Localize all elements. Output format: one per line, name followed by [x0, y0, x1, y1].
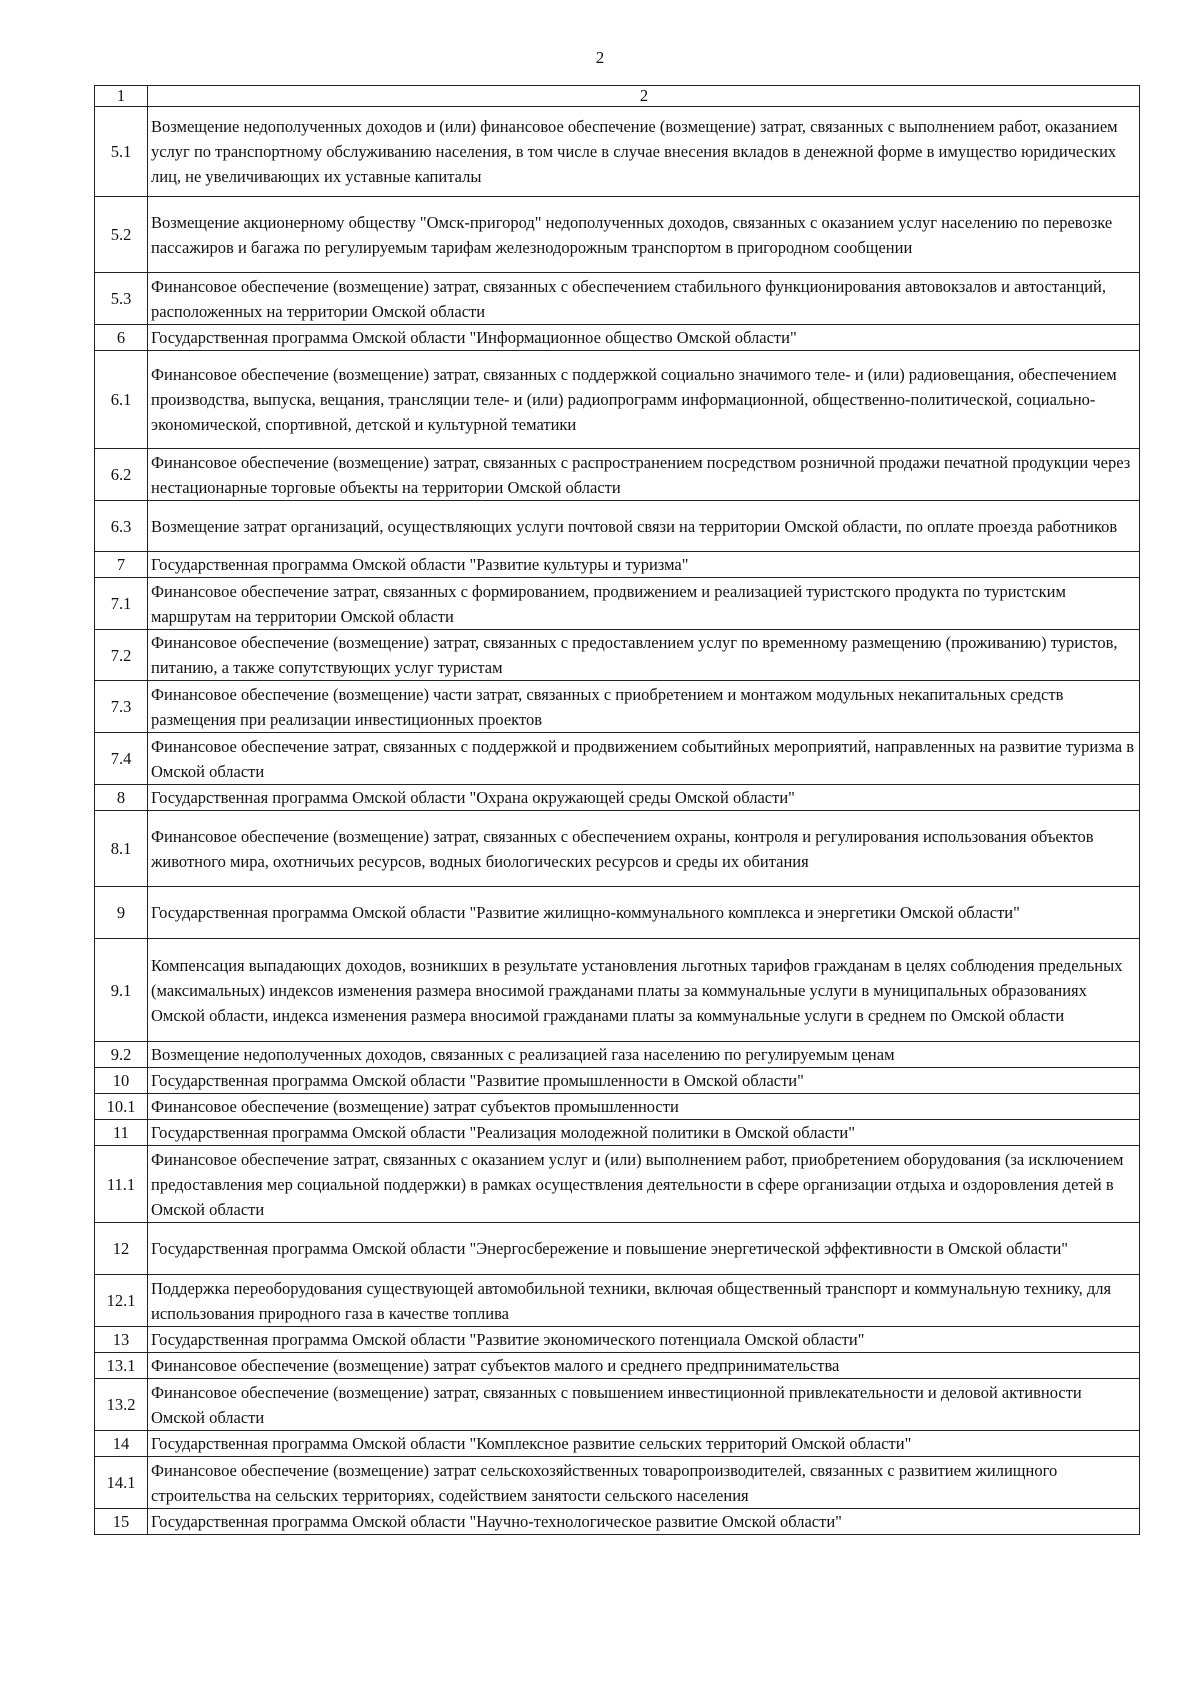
row-text: Поддержка переоборудования существующей автомобильной техники, включая общественный транспорт и коммунальную технику, для использования природного газа в качестве топлива	[148, 1275, 1140, 1327]
row-number: 14	[95, 1431, 148, 1457]
row-text: Финансовое обеспечение затрат, связанных с оказанием услуг и (или) выполнением работ, приобретением оборудования (за исключением предоставления мер социальной поддержки) в рамках осуществления деятельности в сфере организации отдыха и оздоровления детей в Омской области	[148, 1146, 1140, 1223]
row-text: Государственная программа Омской области "Реализация молодежной политики в Омской области"	[148, 1120, 1140, 1146]
row-text: Финансовое обеспечение (возмещение) затрат, связанных с обеспечением стабильного функционирования автовокзалов и автостанций, расположенных на территории Омской области	[148, 273, 1140, 325]
row-number: 5.3	[95, 273, 148, 325]
table-row	[95, 1379, 1140, 1431]
row-number: 13	[95, 1327, 148, 1353]
header-col-1: 1	[95, 86, 148, 107]
row-text: Финансовое обеспечение (возмещение) затрат, связанных с поддержкой социально значимого теле- и (или) радиовещания, обеспечением производства, выпуска, вещания, трансляции теле- и (или) радиопрограмм информационной, общественно-политической, социально-экономической, спортивной, детской и культурной тематики	[148, 351, 1140, 449]
table-row	[95, 107, 1140, 197]
table-header-row	[95, 86, 1140, 107]
table-row	[95, 785, 1140, 811]
row-number: 9.1	[95, 939, 148, 1042]
header-col-2: 2	[148, 86, 1140, 107]
row-number: 6.1	[95, 351, 148, 449]
row-text: Финансовое обеспечение (возмещение) затрат субъектов малого и среднего предпринимательства	[148, 1353, 1140, 1379]
row-number: 13.2	[95, 1379, 148, 1431]
row-number: 10	[95, 1068, 148, 1094]
row-text: Финансовое обеспечение затрат, связанных с поддержкой и продвижением событийных мероприятий, направленных на развитие туризма в Омской области	[148, 733, 1140, 785]
row-number: 6.3	[95, 501, 148, 552]
row-text: Возмещение затрат организаций, осуществляющих услуги почтовой связи на территории Омской области, по оплате проезда работников	[148, 501, 1140, 552]
row-text: Возмещение недополученных доходов и (или) финансовое обеспечение (возмещение) затрат, связанных с выполнением работ, оказанием услуг по транспортному обслуживанию населения, в том числе в случае внесения вкладов в денежной форме в имущество юридических лиц, не увеличивающих их уставные капиталы	[148, 107, 1140, 197]
table-row	[95, 1223, 1140, 1275]
row-number: 11.1	[95, 1146, 148, 1223]
row-text: Возмещение недополученных доходов, связанных с реализацией газа населению по регулируемым ценам	[148, 1042, 1140, 1068]
row-number: 7.4	[95, 733, 148, 785]
row-text: Финансовое обеспечение (возмещение) затрат, связанных с повышением инвестиционной привлекательности и деловой активности Омской области	[148, 1379, 1140, 1431]
table-row	[95, 887, 1140, 939]
row-number: 5.1	[95, 107, 148, 197]
row-text: Государственная программа Омской области "Научно-технологическое развитие Омской области"	[148, 1509, 1140, 1535]
table-row	[95, 1068, 1140, 1094]
subsidy-table	[94, 85, 1140, 1535]
row-text: Возмещение акционерному обществу "Омск-пригород" недополученных доходов, связанных с оказанием услуг населению по перевозке пассажиров и багажа по регулируемым тарифам железнодорожным транспортом в пригородном сообщении	[148, 197, 1140, 273]
row-text: Финансовое обеспечение (возмещение) затрат, связанных с распространением посредством розничной продажи печатной продукции через нестационарные торговые объекты на территории Омской области	[148, 449, 1140, 501]
page-number: 2	[595, 48, 605, 67]
row-number: 12	[95, 1223, 148, 1275]
row-text: Государственная программа Омской области "Информационное общество Омской области"	[148, 325, 1140, 351]
row-text: Компенсация выпадающих доходов, возникших в результате установления льготных тарифов гражданам в целях соблюдения предельных (максимальных) индексов изменения размера вносимой гражданами платы за коммунальные услуги в муниципальных образованиях Омской области, индекса изменения размера вносимой гражданами платы за коммунальные услуги в среднем по Омской области	[148, 939, 1140, 1042]
row-text: Государственная программа Омской области "Развитие экономического потенциала Омской области"	[148, 1327, 1140, 1353]
row-number: 8.1	[95, 811, 148, 887]
row-number: 7	[95, 552, 148, 578]
row-number: 7.2	[95, 630, 148, 681]
table-row	[95, 552, 1140, 578]
row-text: Государственная программа Омской области "Развитие промышленности в Омской области"	[148, 1068, 1140, 1094]
table-row	[95, 1457, 1140, 1509]
table-row	[95, 733, 1140, 785]
row-text: Государственная программа Омской области "Комплексное развитие сельских территорий Омской области"	[148, 1431, 1140, 1457]
row-number: 10.1	[95, 1094, 148, 1120]
table-row	[95, 1353, 1140, 1379]
row-number: 15	[95, 1509, 148, 1535]
row-number: 7.1	[95, 578, 148, 630]
table-row	[95, 501, 1140, 552]
row-text: Государственная программа Омской области "Охрана окружающей среды Омской области"	[148, 785, 1140, 811]
row-number: 9	[95, 887, 148, 939]
row-text: Финансовое обеспечение (возмещение) затрат субъектов промышленности	[148, 1094, 1140, 1120]
row-text: Государственная программа Омской области "Энергосбережение и повышение энергетической эффективности в Омской области"	[148, 1223, 1140, 1275]
row-text: Финансовое обеспечение (возмещение) части затрат, связанных с приобретением и монтажом модульных некапитальных средств размещения при реализации инвестиционных проектов	[148, 681, 1140, 733]
row-number: 14.1	[95, 1457, 148, 1509]
table-row	[95, 325, 1140, 351]
row-number: 8	[95, 785, 148, 811]
table-row	[95, 1327, 1140, 1353]
table-row	[95, 578, 1140, 630]
table-row	[95, 811, 1140, 887]
row-number: 12.1	[95, 1275, 148, 1327]
row-text: Государственная программа Омской области "Развитие культуры и туризма"	[148, 552, 1140, 578]
row-text: Финансовое обеспечение (возмещение) затрат сельскохозяйственных товаропроизводителей, связанных с развитием жилищного строительства на сельских территориях, содействием занятости сельского населения	[148, 1457, 1140, 1509]
table-row	[95, 681, 1140, 733]
table-row	[95, 1431, 1140, 1457]
row-text: Финансовое обеспечение (возмещение) затрат, связанных с предоставлением услуг по временному размещению (проживанию) туристов, питанию, а также сопутствующих услуг туристам	[148, 630, 1140, 681]
row-number: 7.3	[95, 681, 148, 733]
table-row	[95, 630, 1140, 681]
row-text: Финансовое обеспечение (возмещение) затрат, связанных с обеспечением охраны, контроля и регулирования использования объектов животного мира, охотничьих ресурсов, водных биологических ресурсов и среды их обитания	[148, 811, 1140, 887]
table-row	[95, 1509, 1140, 1535]
row-text: Государственная программа Омской области "Развитие жилищно-коммунального комплекса и энергетики Омской области"	[148, 887, 1140, 939]
table-row	[95, 351, 1140, 449]
row-text: Финансовое обеспечение затрат, связанных с формированием, продвижением и реализацией туристского продукта по туристским маршрутам на территории Омской области	[148, 578, 1140, 630]
row-number: 5.2	[95, 197, 148, 273]
table-row	[95, 939, 1140, 1042]
table-row	[95, 273, 1140, 325]
table-row	[95, 1146, 1140, 1223]
row-number: 13.1	[95, 1353, 148, 1379]
table-row	[95, 1275, 1140, 1327]
table-row	[95, 1120, 1140, 1146]
row-number: 9.2	[95, 1042, 148, 1068]
table-row	[95, 1042, 1140, 1068]
table-row	[95, 449, 1140, 501]
row-number: 11	[95, 1120, 148, 1146]
row-number: 6.2	[95, 449, 148, 501]
row-number: 6	[95, 325, 148, 351]
table-row	[95, 1094, 1140, 1120]
table-row	[95, 197, 1140, 273]
